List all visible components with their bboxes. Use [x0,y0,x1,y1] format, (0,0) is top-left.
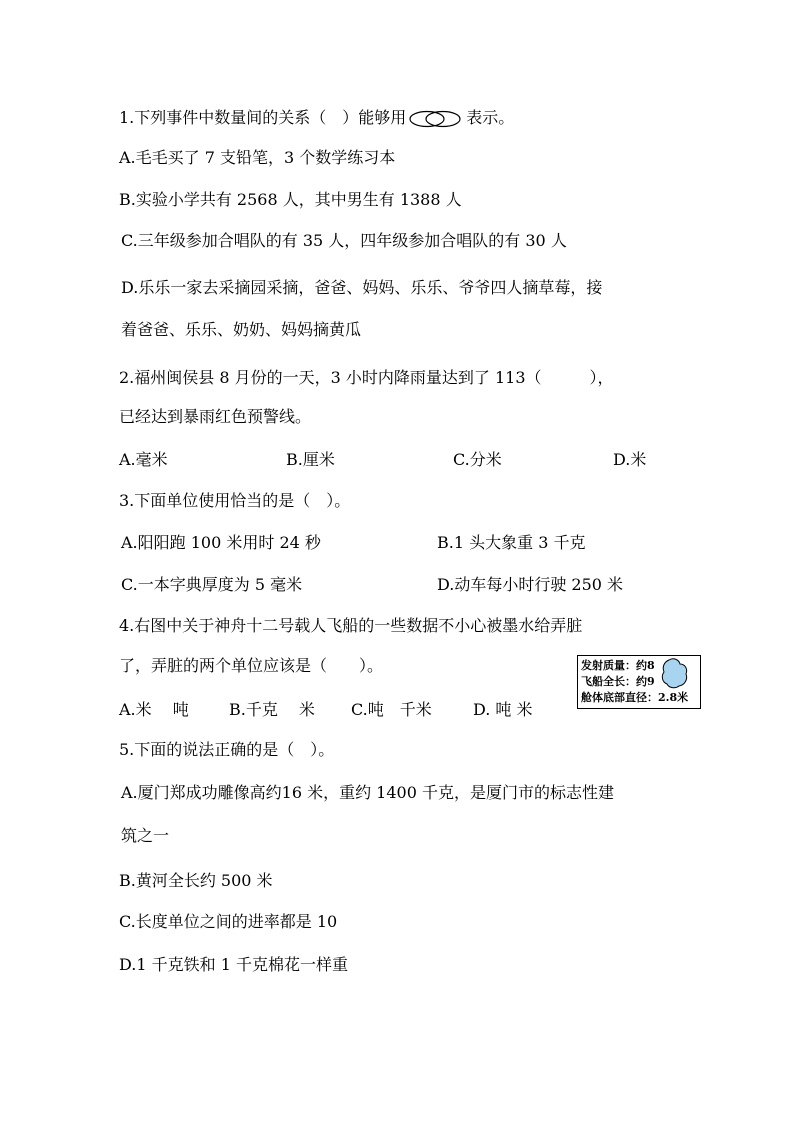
q3-option-b: B.1 头大象重 3 千克 [437,533,586,552]
q4-stem-line1: 4.右图中关于神舟十二号载人飞船的一些数据不小心被墨水给弄脏 [119,616,583,635]
q4-option-d: D. 吨 米 [473,700,533,719]
q3-option-d: D.动车每小时行驶 250 米 [437,575,624,594]
q3-stem: 3.下面单位使用恰当的是（ ）。 [119,491,351,510]
q5-option-a-line1: A.厦门郑成功雕像高约16 米，重约 1400 千克，是厦门市的标志性建 [121,783,614,802]
card-row-base-diameter: 舱体底部直径：2.8米 [581,691,689,704]
q5-option-b: B.黄河全长约 500 米 [119,871,273,890]
q1-option-d-line2: 着爸爸、乐乐、奶奶、妈妈摘黄瓜 [121,320,362,339]
q5-option-a-line2: 筑之一 [121,826,170,845]
q1-option-c: C.三年级参加合唱队的有 35 人，四年级参加合唱队的有 30 人 [121,231,567,250]
q4-stem-line2: 了，弄脏的两个单位应该是（ ）。 [119,656,384,675]
q1-stem [119,108,514,129]
card-row-launch-mass: 发射质量：约8 [581,659,655,672]
q2-option-d: D.米 [613,450,647,469]
q2-stem-line1: 2.福州闽侯县 8 月份的一天，3 小时内降雨量达到了 113（ ）， [119,368,614,387]
q3-option-a: A.阳阳跑 100 米用时 24 秒 [121,533,321,552]
q5-stem: 5.下面的说法正确的是（ ）。 [119,740,335,759]
q1-stem-text-after: 表示。 [466,108,515,127]
q5-option-c: C.长度单位之间的进率都是 10 [119,912,338,931]
q2-stem-line2: 已经达到暴雨红色预警线。 [119,407,312,426]
q2-option-b: B.厘米 [286,450,335,469]
spacecraft-data-card [577,655,701,709]
q2-option-a: A.毫米 [119,450,168,469]
q1-option-b: B.实验小学共有 2568 人，其中男生有 1388 人 [119,190,462,209]
q4-option-b: B.千克 米 [229,700,315,719]
q5-option-d: D.1 千克铁和 1 千克棉花一样重 [119,955,348,974]
card-row-ship-length: 飞船全长：约9 [581,675,655,688]
q2-option-c: C.分米 [453,450,502,469]
venn-two-circles-icon [407,109,465,129]
ink-blot-icon [661,657,689,691]
q3-option-c: C.一本字典厚度为 5 毫米 [121,575,303,594]
q1-option-a: A.毛毛买了 7 支铅笔，3 个数学练习本 [119,148,396,167]
q4-option-c: C.吨 千米 [351,700,432,719]
q4-option-a: A.米 吨 [119,700,189,719]
q1-option-d-line1: D.乐乐一家去采摘园采摘，爸爸、妈妈、乐乐、爷爷四人摘草莓，接 [121,278,603,297]
q1-stem-text-before: 1.下列事件中数量间的关系（ ）能够用 [119,108,407,127]
